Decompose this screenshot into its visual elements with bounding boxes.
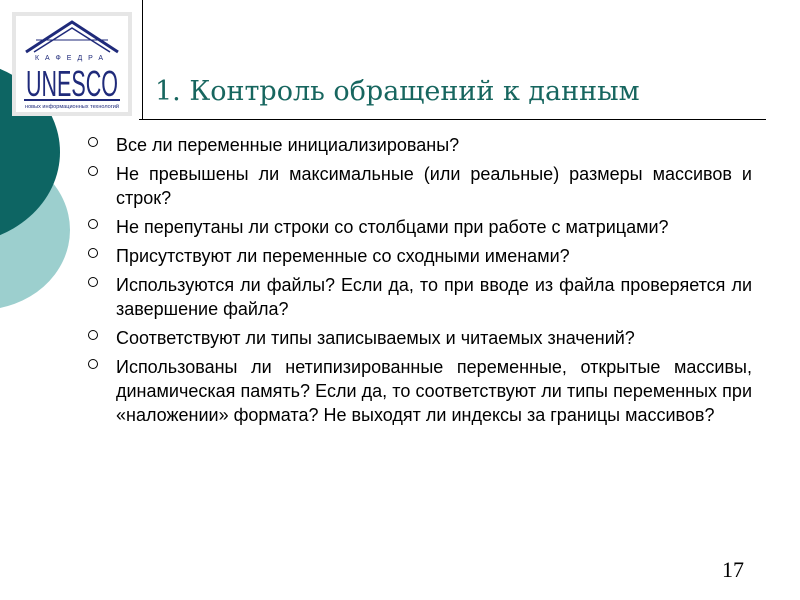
- svg-text:КАФЕДРА: КАФЕДРА: [34, 55, 110, 62]
- circle-bullet-icon: [88, 248, 98, 258]
- bullet-text: Соответствуют ли типы записываемых и читаемых значений?: [116, 328, 635, 348]
- slide-title: 1. Контроль обращений к данным: [155, 76, 640, 107]
- title-horizontal-divider: [139, 119, 766, 120]
- unesco-logo-graphic: [16, 16, 128, 112]
- circle-bullet-icon: [88, 277, 98, 287]
- bullet-text: Присутствуют ли переменные со сходными именами?: [116, 246, 570, 266]
- unesco-logo: [12, 12, 132, 116]
- page-number: 17: [722, 557, 744, 582]
- bullet-text: Использованы ли нетипизированные переменные, открытые массивы, динамическая память? Если да, то соответствуют ли типы переменных при «наложении» формата? Не выходят ли индексы за границы массивов?: [116, 357, 752, 425]
- bullet-item: [88, 133, 752, 157]
- circle-bullet-icon: [88, 219, 98, 229]
- circle-bullet-icon: [88, 137, 98, 147]
- bullet-item: [88, 215, 752, 239]
- svg-text:новых информационных технологи: новых информационных технологий: [25, 104, 110, 110]
- bullet-text: Используются ли файлы? Если да, то при вводе из файла проверяется ли завершение файла?: [116, 275, 752, 319]
- circle-bullet-icon: [88, 166, 98, 176]
- bullet-item: [88, 244, 752, 268]
- bullet-item: [88, 355, 752, 427]
- bullet-text: Не перепутаны ли строки со столбцами при работе с матрицами?: [116, 217, 669, 237]
- title-vertical-divider: [142, 0, 143, 119]
- svg-text:UNESCO: UNESCO: [26, 63, 118, 104]
- bullet-item: [88, 326, 752, 350]
- bullet-item: [88, 273, 752, 321]
- bullet-text: Не превышены ли максимальные (или реальные) размеры массивов и строк?: [116, 164, 752, 208]
- circle-bullet-icon: [88, 359, 98, 369]
- circle-bullet-icon: [88, 330, 98, 340]
- bullet-item: [88, 162, 752, 210]
- bullet-text: Все ли переменные инициализированы?: [116, 135, 460, 155]
- bullet-list: [88, 133, 752, 432]
